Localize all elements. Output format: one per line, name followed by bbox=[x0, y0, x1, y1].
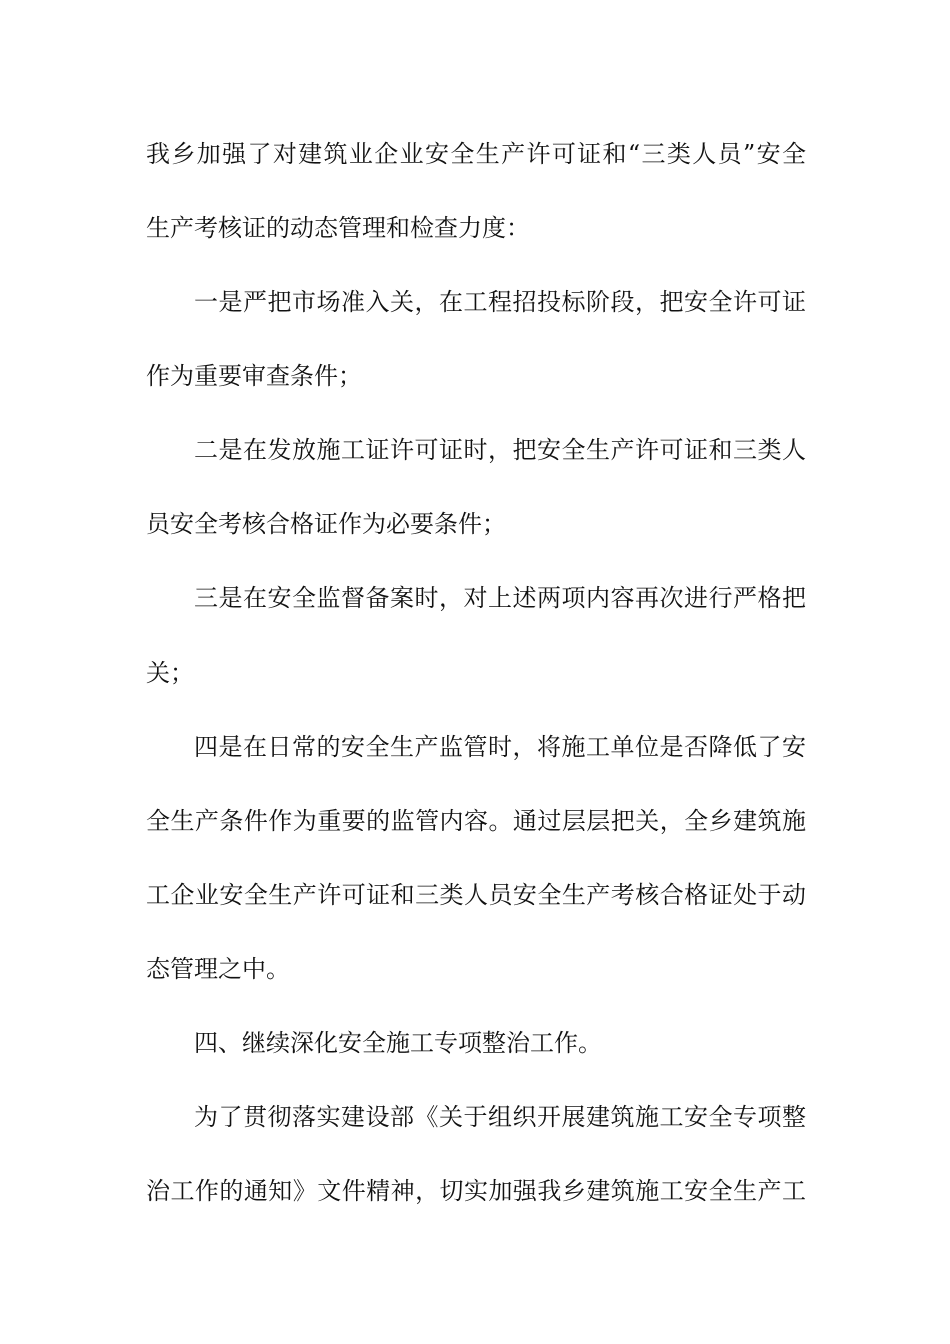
paragraph-line: 我乡加强了对建筑业企业安全生产许可证和“三类人员”安全 bbox=[146, 140, 806, 168]
paragraph-line: 作为重要审查条件； bbox=[146, 362, 362, 390]
paragraph-line: 生产考核证的动态管理和检查力度： bbox=[146, 214, 530, 242]
paragraph-line: 治工作的通知》文件精神，切实加强我乡建筑施工安全生产工 bbox=[146, 1177, 806, 1205]
paragraph-line: 三是在安全监督备案时，对上述两项内容再次进行严格把 bbox=[194, 584, 806, 612]
paragraph-line: 工企业安全生产许可证和三类人员安全生产考核合格证处于动 bbox=[146, 881, 806, 909]
paragraph-line: 一是严把市场准入关，在工程招投标阶段，把安全许可证 bbox=[194, 288, 806, 316]
paragraph-line: 四是在日常的安全生产监管时，将施工单位是否降低了安 bbox=[194, 733, 806, 761]
paragraph-line: 二是在发放施工证许可证时，把安全生产许可证和三类人 bbox=[194, 436, 806, 464]
paragraph-line: 态管理之中。 bbox=[146, 955, 290, 983]
paragraph-line: 员安全考核合格证作为必要条件； bbox=[146, 510, 506, 538]
paragraph-line: 全生产条件作为重要的监管内容。通过层层把关，全乡建筑施 bbox=[146, 807, 806, 835]
paragraph-line: 为了贯彻落实建设部《关于组织开展建筑施工安全专项整 bbox=[194, 1103, 806, 1131]
paragraph-line: 关； bbox=[146, 659, 194, 687]
section-heading: 四、继续深化安全施工专项整治工作。 bbox=[194, 1029, 602, 1057]
